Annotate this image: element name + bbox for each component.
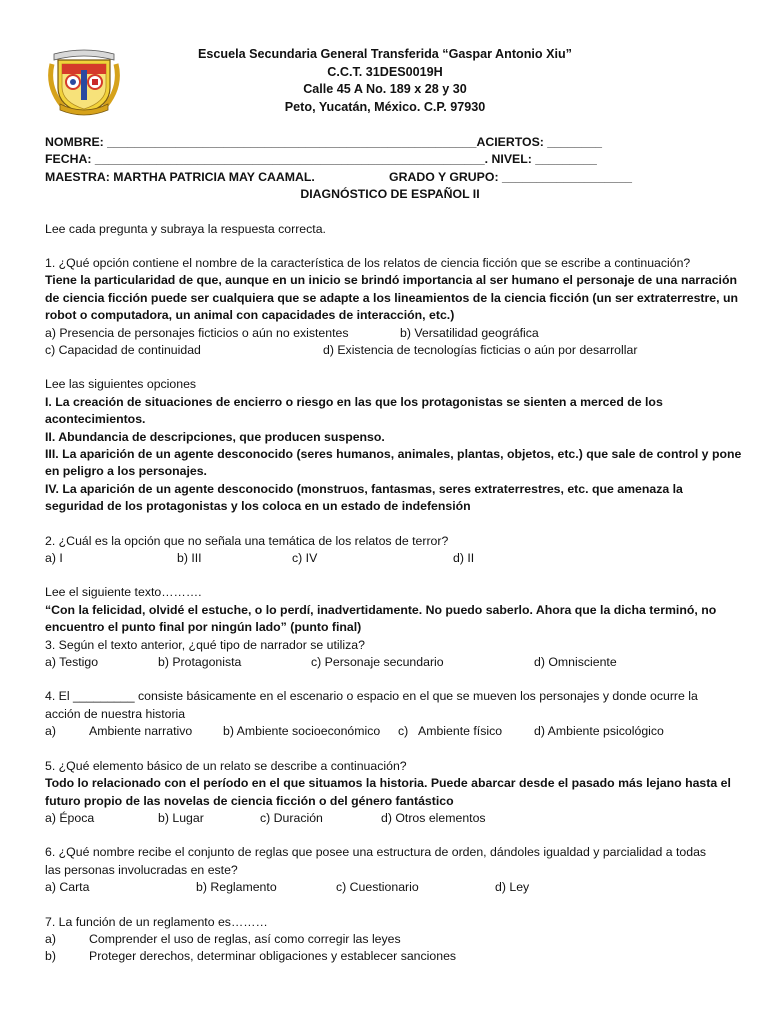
q2-option-c[interactable]: c) IV bbox=[292, 551, 318, 566]
q5-option-b[interactable]: b) Lugar bbox=[158, 810, 204, 825]
q6-options-row bbox=[45, 879, 735, 896]
option-line: acontecimientos. bbox=[45, 412, 146, 427]
q3-quote-line: “Con la felicidad, olvidé el estuche, o lo perdí, inadvertidamente. No puedo saberlo. Ahora que la dicha terminó, no bbox=[45, 602, 717, 617]
q3-quote-line: encuentro el punto final por ningún lado” (punto final) bbox=[45, 620, 362, 635]
exam-content bbox=[45, 134, 742, 966]
option-line: IV. La aparición de un agente desconocido (monstruos, fantasmas, seres extraterrestres, etc. que amenaza la bbox=[45, 481, 683, 496]
q6-option-a[interactable]: a) Carta bbox=[45, 880, 90, 895]
q4-option-a-label: a) bbox=[45, 724, 56, 739]
option-line: seguridad de los protagonistas y los coloca en un estado de indefensión bbox=[45, 499, 471, 514]
school-name: Escuela Secundaria General Transferida “Gaspar Antonio Xiu” bbox=[198, 47, 572, 61]
q4-option-c[interactable]: Ambiente físico bbox=[418, 724, 503, 739]
q3-option-c[interactable]: c) Personaje secundario bbox=[311, 655, 444, 670]
q1-option-a[interactable]: a) Presencia de personajes ficticios o aún no existentes bbox=[45, 325, 349, 340]
q3-option-a[interactable]: a) Testigo bbox=[45, 655, 99, 670]
q7-option-b[interactable] bbox=[45, 948, 735, 965]
question-1: 1. ¿Qué opción contiene el nombre de la característica de los relatos de ciencia ficción que se escribe a continuación? bbox=[45, 256, 691, 271]
q3-option-d[interactable]: d) Omnisciente bbox=[534, 655, 617, 670]
maestra-label: MAESTRA: MARTHA PATRICIA MAY CAAMAL. bbox=[45, 169, 315, 184]
q2-option-d[interactable]: d) II bbox=[453, 551, 475, 566]
question-2: 2. ¿Cuál es la opción que no señala una temática de los relatos de terror? bbox=[45, 533, 449, 548]
question-6-cont: las personas involucradas en este? bbox=[45, 862, 238, 877]
question-5: 5. ¿Qué elemento básico de un relato se describe a continuación? bbox=[45, 758, 407, 773]
option-line: I. La creación de situaciones de encierro o riesgo en las que los protagonistas se sienten a merced de los bbox=[45, 394, 663, 409]
question-7: 7. La función de un reglamento es……… bbox=[45, 914, 268, 929]
instructions: Lee cada pregunta y subraya la respuesta correcta. bbox=[45, 221, 326, 236]
q2-option-b[interactable]: b) III bbox=[177, 551, 202, 566]
q5-option-c[interactable]: c) Duración bbox=[260, 810, 323, 825]
q5-options-row bbox=[45, 810, 735, 827]
q3-option-b[interactable]: b) Protagonista bbox=[158, 655, 242, 670]
q4-option-c-label: c) bbox=[398, 724, 409, 739]
q5-option-d[interactable]: d) Otros elementos bbox=[381, 810, 486, 825]
question-4: 4. El _________ consiste básicamente en el escenario o espacio en el que se mueven los personajes y donde ocurre la bbox=[45, 689, 698, 704]
q4-option-d[interactable]: d) Ambiente psicológico bbox=[534, 724, 664, 739]
q6-option-c[interactable]: c) Cuestionario bbox=[336, 880, 419, 895]
question-3: 3. Según el texto anterior, ¿qué tipo de narrador se utiliza? bbox=[45, 637, 365, 652]
question-4-cont: acción de nuestra historia bbox=[45, 706, 186, 721]
school-header bbox=[150, 46, 620, 116]
option-line: II. Abundancia de descripciones, que producen suspenso. bbox=[45, 429, 385, 444]
nombre-field: NOMBRE: ______________________________________________________ACIERTOS: ________ bbox=[45, 135, 603, 149]
option-line: en peligro a los personajes. bbox=[45, 464, 207, 479]
q1-text-line: robot o computadora, un animal con capacidades de interacción, etc.) bbox=[45, 308, 455, 323]
school-cct: C.C.T. 31DES0019H bbox=[327, 64, 443, 79]
q1-option-d[interactable]: d) Existencia de tecnologías ficticias o aún por desarrollar bbox=[323, 343, 638, 358]
maestra-row bbox=[45, 169, 735, 186]
options-intro: Lee las siguientes opciones bbox=[45, 377, 197, 392]
q1-text-line: Tiene la particularidad de que, aunque en un inicio se brindó importancia al ser humano el personaje de una narración bbox=[45, 273, 737, 288]
q1-options-row bbox=[45, 325, 735, 342]
option-line: III. La aparición de un agente desconocido (seres humanos, animales, plantas, objetos, etc.) que sale de control y pone bbox=[45, 447, 742, 462]
q7-option-a[interactable] bbox=[45, 931, 735, 948]
q5-text-line: Todo lo relacionado con el período en el que situamos la historia. Puede abarcar desde el pasado más lejano hasta el bbox=[45, 776, 731, 791]
q5-text-line: futuro propio de las novelas de ciencia ficción o del género fantástico bbox=[45, 793, 454, 808]
q7-option-text: Proteger derechos, determinar obligaciones y establecer sanciones bbox=[89, 949, 457, 964]
q4-option-b[interactable]: b) Ambiente socioeconómico bbox=[223, 724, 381, 739]
school-crest-icon bbox=[44, 44, 124, 118]
exam-title: DIAGNÓSTICO DE ESPAÑOL II bbox=[300, 187, 480, 202]
q7-option-label: b) bbox=[45, 949, 56, 964]
q1-options-row bbox=[45, 342, 735, 359]
q6-option-b[interactable]: b) Reglamento bbox=[196, 880, 277, 895]
q1-text-line: de ciencia ficción puede ser cualquiera que se adapte a los lineamientos de la ciencia ficción (un ser extraterrestre, un bbox=[45, 290, 738, 305]
school-address: Calle 45 A No. 189 x 28 y 30 bbox=[303, 82, 467, 97]
question-6: 6. ¿Qué nombre recibe el conjunto de reglas que posee una estructura de orden, dándoles igualdad y parcialidad a todas bbox=[45, 845, 707, 860]
grado-field: GRADO Y GRUPO: ___________________ bbox=[389, 169, 632, 184]
fecha-field: FECHA: _________________________________________________________. NIVEL: _________ bbox=[45, 152, 597, 167]
q6-option-d[interactable]: d) Ley bbox=[495, 880, 530, 895]
q7-option-label: a) bbox=[45, 931, 56, 946]
q1-option-b[interactable]: b) Versatilidad geográfica bbox=[400, 325, 539, 340]
school-city: Peto, Yucatán, México. C.P. 97930 bbox=[284, 99, 486, 114]
q4-option-a[interactable]: Ambiente narrativo bbox=[89, 724, 193, 739]
q2-option-a[interactable]: a) I bbox=[45, 551, 63, 566]
q3-intro: Lee el siguiente texto………. bbox=[45, 585, 202, 600]
q5-option-a[interactable]: a) Época bbox=[45, 810, 95, 825]
q4-options-row bbox=[45, 723, 735, 740]
q2-options-row bbox=[45, 550, 735, 567]
q3-options-row bbox=[45, 654, 735, 671]
q1-option-c[interactable]: c) Capacidad de continuidad bbox=[45, 343, 201, 358]
q7-option-text: Comprender el uso de reglas, así como corregir las leyes bbox=[89, 931, 401, 946]
